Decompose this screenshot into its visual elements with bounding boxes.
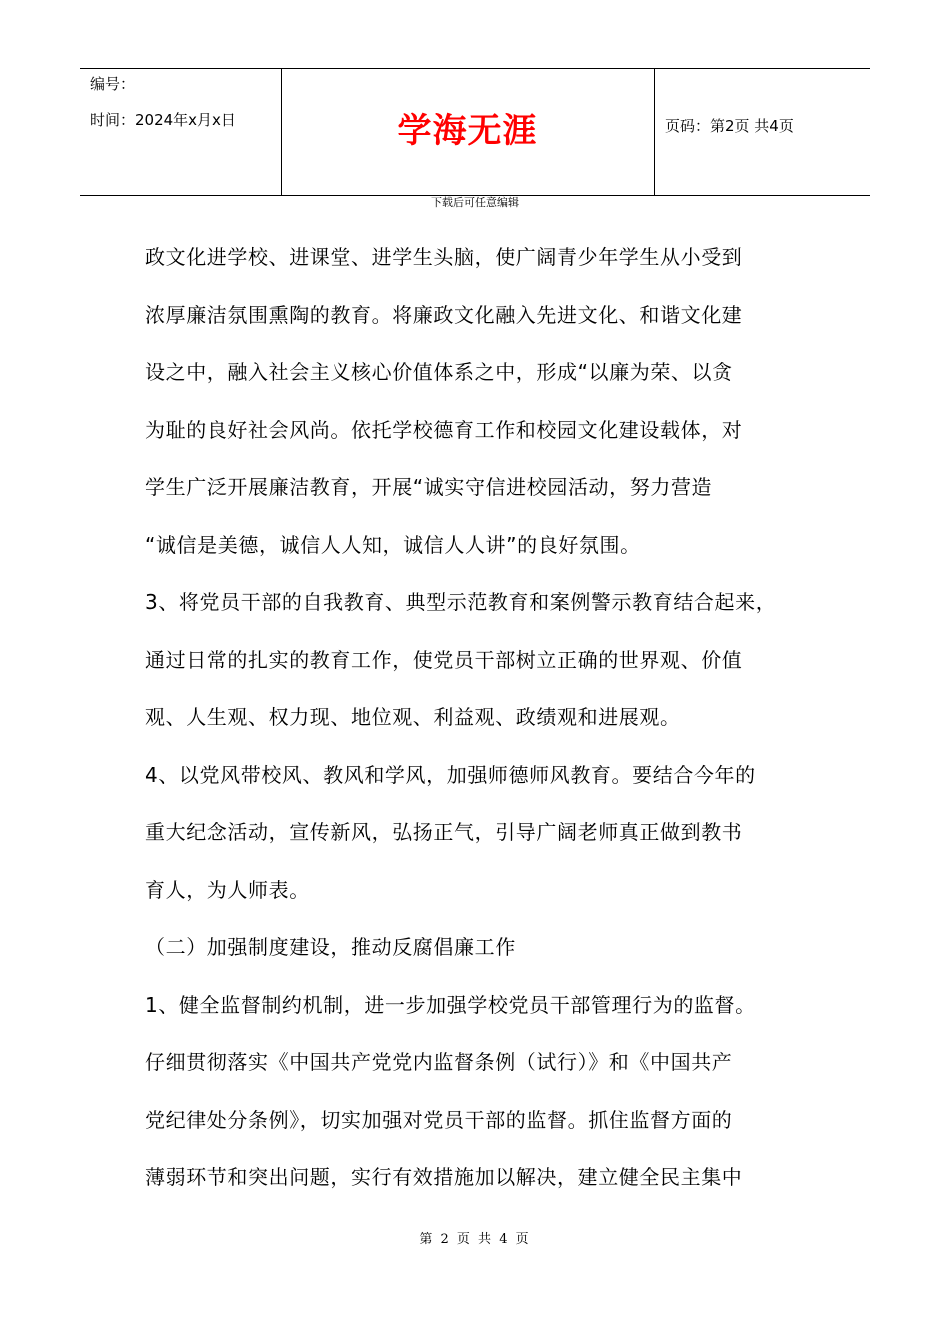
body-line: 观、人生观、权力现、地位观、利益观、政绩观和进展观。 bbox=[145, 705, 681, 729]
body-line: 4、以党风带校风、教风和学风，加强师德师风教育。要结合今年的 bbox=[145, 762, 756, 787]
download-note: 下载后可任意编辑 bbox=[431, 196, 519, 209]
document-number-label: 编号： bbox=[90, 75, 136, 93]
body-line: 育人，为人师表。 bbox=[145, 877, 310, 902]
page-footer: 第 2 页 共 4 页 bbox=[419, 1232, 531, 1247]
body-line: 1、健全监督制约机制，进一步加强学校党员干部管理行为的监督。 bbox=[145, 992, 756, 1017]
section-heading: （二）加强制度建设，推动反腐倡廉工作 bbox=[145, 935, 516, 959]
body-line: 重大纪念活动，宣传新风，弘扬正气，引导广阔老师真正做到教书 bbox=[145, 820, 743, 844]
document-title: 学海无涯 bbox=[397, 111, 538, 151]
body-line: 政文化进学校、进课堂、进学生头脑，使广阔青少年学生从小受到 bbox=[145, 245, 743, 269]
document-time-label: 时间：2024年x月x日 bbox=[90, 111, 236, 129]
body-line: 通过日常的扎实的教育工作，使党员干部树立正确的世界观、价值 bbox=[145, 647, 743, 672]
body-line: 薄弱环节和突出问题，实行有效措施加以解决，建立健全民主集中 bbox=[145, 1165, 743, 1189]
body-line: 浓厚廉洁氛围熏陶的教育。将廉政文化融入先进文化、和谐文化建 bbox=[145, 302, 743, 327]
body-line: 3、将党员干部的自我教育、典型示范教育和案例警示教育结合起来， bbox=[145, 590, 777, 614]
body-line: 党纪律处分条例》，切实加强对党员干部的监督。抓住监督方面的 bbox=[145, 1107, 733, 1132]
body-line: “诚信是美德，诚信人人知，诚信人人讲”的良好氛围。 bbox=[145, 532, 641, 557]
document-header bbox=[80, 68, 870, 196]
body-line: 设之中，融入社会主义核心价值体系之中，形成“以廉为荣、以贪 bbox=[145, 360, 733, 384]
body-line: 仔细贯彻落实《中国共产党党内监督条例（试行）》和《中国共产 bbox=[145, 1050, 733, 1074]
body-line: 为耻的良好社会风尚。依托学校德育工作和校园文化建设载体，对 bbox=[145, 417, 743, 442]
page-number-label: 页码：第2页 共4页 bbox=[665, 117, 794, 135]
header-divider bbox=[654, 69, 655, 195]
body-line: 学生广泛开展廉洁教育，开展“诚实守信进校园活动，努力营造 bbox=[145, 475, 713, 499]
document-body bbox=[145, 236, 835, 1214]
